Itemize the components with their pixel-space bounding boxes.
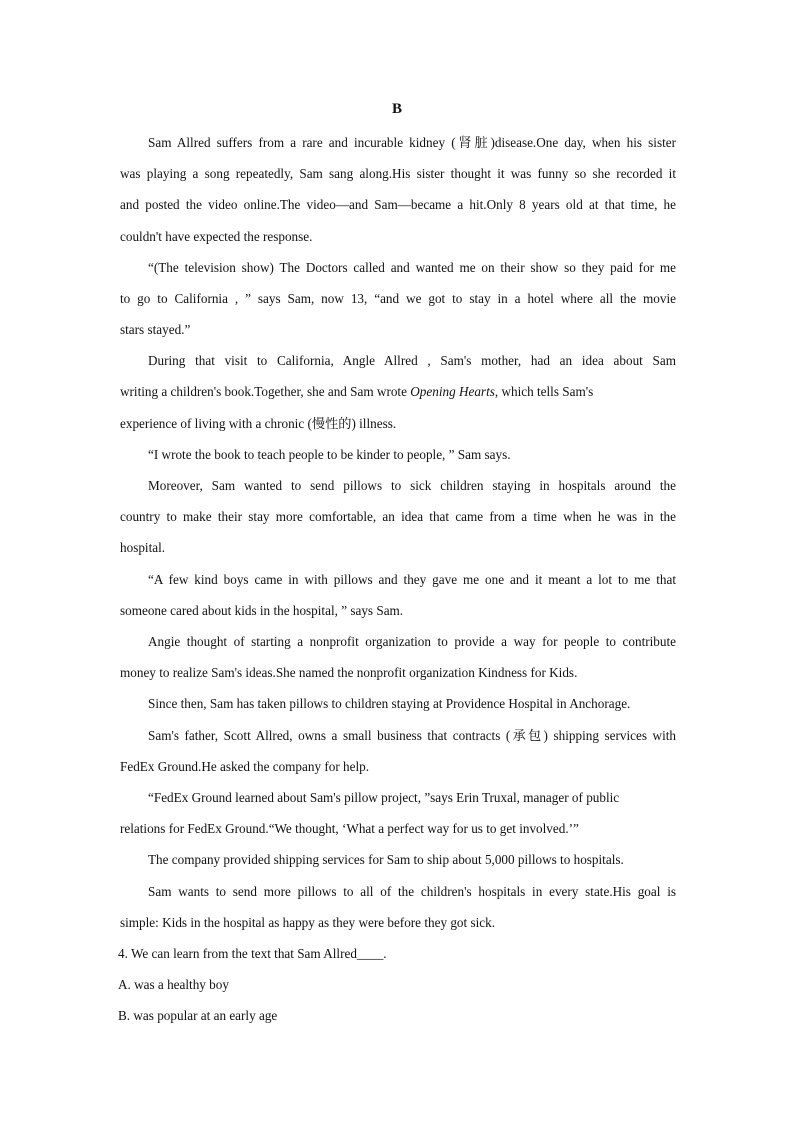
text-line: and posted the video online.The video—and Sam—became a hit.Only 8 years old at that time, he — [120, 197, 676, 212]
text-line: Sam wants to send more pillows to all of the children's hospitals in every state.His goal is — [148, 884, 676, 899]
text-line: experience of living with a chronic (慢性的) illness. — [120, 416, 397, 431]
text-line: was playing a song repeatedly, Sam sang along.His sister thought it was funny so she recorded it — [120, 166, 676, 181]
text-line: Sam's father, Scott Allred, owns a small business that contracts (承包) shipping services with — [148, 728, 676, 743]
text-line: money to realize Sam's ideas.She named the nonprofit organization Kindness for Kids. — [120, 665, 578, 680]
text-line: FedEx Ground.He asked the company for help. — [120, 759, 370, 774]
text-line: “A few kind boys came in with pillows and they gave me one and it meant a lot to me that — [148, 572, 676, 587]
text-line: hospital. — [120, 540, 166, 555]
text-line — [120, 382, 676, 402]
text-line: relations for FedEx Ground.“We thought, ‘What a perfect way for us to get involved.’” — [120, 821, 579, 836]
section-title: B — [391, 101, 402, 117]
text-line: to go to California , ” says Sam, now 13, “and we got to stay in a hotel where all the movie — [120, 291, 676, 306]
text-segment: , which tells Sam's — [494, 384, 594, 399]
text-line: stars stayed.” — [120, 322, 191, 337]
book-title: Opening Hearts — [410, 384, 495, 399]
text-line: “(The television show) The Doctors called and wanted me on their show so they paid for me — [148, 260, 676, 275]
text-line: someone cared about kids in the hospital, ” says Sam. — [120, 603, 404, 618]
text-line: Since then, Sam has taken pillows to children staying at Providence Hospital in Anchorage. — [148, 696, 631, 711]
option-a: A. was a healthy boy — [118, 977, 229, 992]
text-line: The company provided shipping services for Sam to ship about 5,000 pillows to hospitals. — [148, 852, 624, 867]
text-line: Moreover, Sam wanted to send pillows to sick children staying in hospitals around the — [148, 478, 676, 493]
text-line: Sam Allred suffers from a rare and incurable kidney (肾脏)disease.One day, when his sister — [148, 135, 676, 150]
question-stem: 4. We can learn from the text that Sam Allred____. — [118, 946, 387, 961]
text-line: “FedEx Ground learned about Sam's pillow project, ”says Erin Truxal, manager of public — [148, 790, 620, 805]
option-b: B. was popular at an early age — [118, 1008, 278, 1023]
text-line: During that visit to California, Angle Allred , Sam's mother, had an idea about Sam — [148, 353, 676, 368]
text-line: Angie thought of starting a nonprofit organization to provide a way for people to contribute — [148, 634, 676, 649]
text-segment: writing a children's book.Together, she and Sam wrote — [120, 384, 407, 399]
text-line: couldn't have expected the response. — [120, 229, 313, 244]
text-line: country to make their stay more comfortable, an idea that came from a time when he was in the — [120, 509, 676, 524]
text-line: simple: Kids in the hospital as happy as they were before they got sick. — [120, 915, 496, 930]
text-line: “I wrote the book to teach people to be kinder to people, ” Sam says. — [148, 447, 511, 462]
